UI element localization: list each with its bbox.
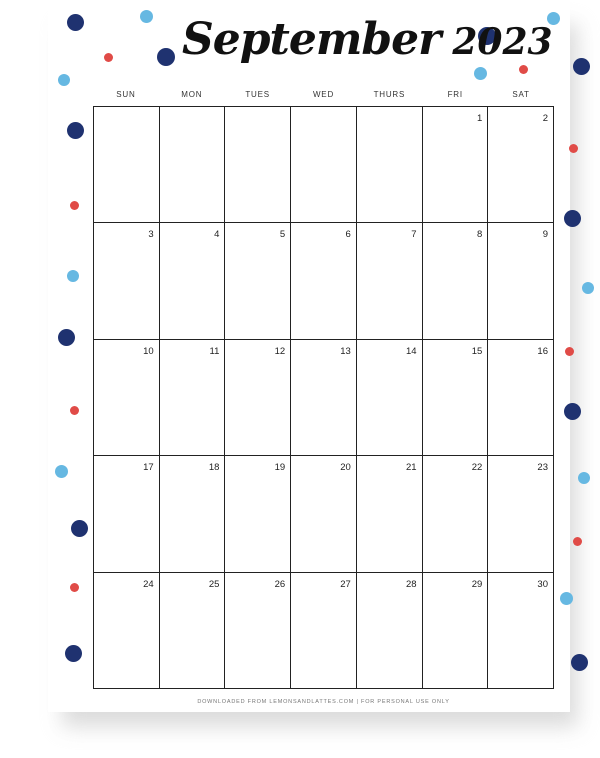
- day-number: 5: [279, 229, 286, 241]
- day-cell: [488, 107, 554, 223]
- day-number: 13: [340, 345, 351, 357]
- day-cell: [291, 573, 357, 689]
- weekday-tues: TUES: [245, 90, 270, 99]
- confetti-dot: [573, 537, 582, 546]
- day-cell: [357, 223, 423, 339]
- confetti-dot: [157, 48, 175, 66]
- day-number: 25: [208, 578, 220, 590]
- day-number: 9: [542, 229, 548, 241]
- confetti-dot: [58, 329, 75, 346]
- day-number: 16: [537, 345, 548, 357]
- day-number: 14: [405, 345, 417, 357]
- confetti-dot: [71, 520, 88, 537]
- day-cell: [488, 223, 554, 339]
- day-cell: [160, 456, 226, 572]
- day-cell: [423, 573, 489, 689]
- confetti-dot: [578, 472, 590, 484]
- day-number: 18: [208, 462, 220, 474]
- confetti-dot: [573, 58, 590, 75]
- day-cell: [225, 223, 291, 339]
- confetti-dot: [104, 53, 113, 62]
- confetti-dot: [564, 210, 581, 227]
- day-cell: [423, 107, 489, 223]
- confetti-dot: [70, 406, 79, 415]
- calendar-grid: [93, 106, 554, 689]
- confetti-dot: [70, 201, 79, 210]
- day-cell: [357, 340, 423, 456]
- confetti-dot: [67, 270, 79, 282]
- day-cell: [423, 456, 489, 572]
- day-cell: [225, 456, 291, 572]
- confetti-dot: [519, 65, 528, 74]
- day-cell: [291, 223, 357, 339]
- day-number: 21: [405, 462, 417, 474]
- confetti-dot: [569, 144, 578, 153]
- day-cell: [160, 107, 226, 223]
- day-cell: [423, 223, 489, 339]
- day-number: 19: [274, 462, 286, 474]
- day-number: 7: [411, 229, 417, 241]
- day-cell: [225, 340, 291, 456]
- confetti-dot: [140, 10, 153, 23]
- day-cell: [94, 340, 160, 456]
- day-cell: [291, 456, 357, 572]
- day-cell: [488, 340, 554, 456]
- weekday-wed: WED: [312, 90, 335, 99]
- day-number: 8: [476, 229, 483, 241]
- day-number: 26: [274, 578, 286, 590]
- day-cell: [291, 107, 357, 223]
- weekday-thurs: THURS: [373, 90, 406, 99]
- day-cell: [423, 340, 489, 456]
- day-cell: [488, 573, 554, 689]
- day-number: 1: [476, 113, 483, 124]
- confetti-dot: [67, 14, 84, 31]
- day-cell: [160, 223, 226, 339]
- day-number: 22: [471, 462, 483, 474]
- confetti-dot: [560, 592, 573, 605]
- day-number: 2: [542, 113, 548, 124]
- day-number: 30: [537, 578, 548, 590]
- day-cell: [291, 340, 357, 456]
- day-cell: [94, 573, 160, 689]
- day-number: 12: [274, 345, 286, 357]
- day-number: 3: [148, 229, 154, 241]
- day-cell: [357, 107, 423, 223]
- confetti-dot: [564, 403, 581, 420]
- day-cell: [225, 107, 291, 223]
- confetti-dot: [565, 347, 574, 356]
- confetti-dot: [474, 67, 487, 80]
- day-number: 4: [214, 229, 220, 241]
- year-title: 2023: [452, 21, 553, 63]
- confetti-dot: [67, 122, 84, 139]
- day-number: 24: [143, 578, 154, 590]
- day-number: 28: [405, 578, 417, 590]
- day-cell: [160, 340, 226, 456]
- day-cell: [94, 223, 160, 339]
- footer-note: DOWNLOADED FROM LEMONSANDLATTES.COM | FOR PERSONAL USE ONLY: [197, 699, 450, 705]
- day-number: 6: [345, 229, 351, 241]
- confetti-dot: [582, 282, 594, 294]
- confetti-dot: [58, 74, 70, 86]
- day-cell: [160, 573, 226, 689]
- weekday-fri: FRI: [447, 90, 463, 99]
- day-cell: [357, 573, 423, 689]
- day-number: 27: [340, 578, 351, 590]
- confetti-dot: [55, 465, 68, 478]
- confetti-dot: [70, 583, 79, 592]
- day-number: 11: [209, 345, 220, 357]
- day-cell: [488, 456, 554, 572]
- day-number: 10: [143, 345, 154, 357]
- day-number: 29: [471, 578, 483, 590]
- confetti-dot: [65, 645, 82, 662]
- day-cell: [357, 456, 423, 572]
- day-number: 17: [143, 462, 154, 474]
- day-cell: [94, 456, 160, 572]
- day-cell: [225, 573, 291, 689]
- day-number: 20: [340, 462, 351, 474]
- calendar-title: [182, 14, 553, 84]
- weekday-mon: MON: [181, 90, 203, 99]
- day-number: 23: [537, 462, 548, 474]
- weekday-sun: SUN: [116, 90, 136, 99]
- confetti-dot: [571, 654, 588, 671]
- weekday-sat: SAT: [512, 90, 530, 99]
- day-number: 15: [471, 345, 483, 357]
- month-title: September: [182, 14, 441, 65]
- weekday-header-row: [93, 90, 554, 104]
- day-cell: [94, 107, 160, 223]
